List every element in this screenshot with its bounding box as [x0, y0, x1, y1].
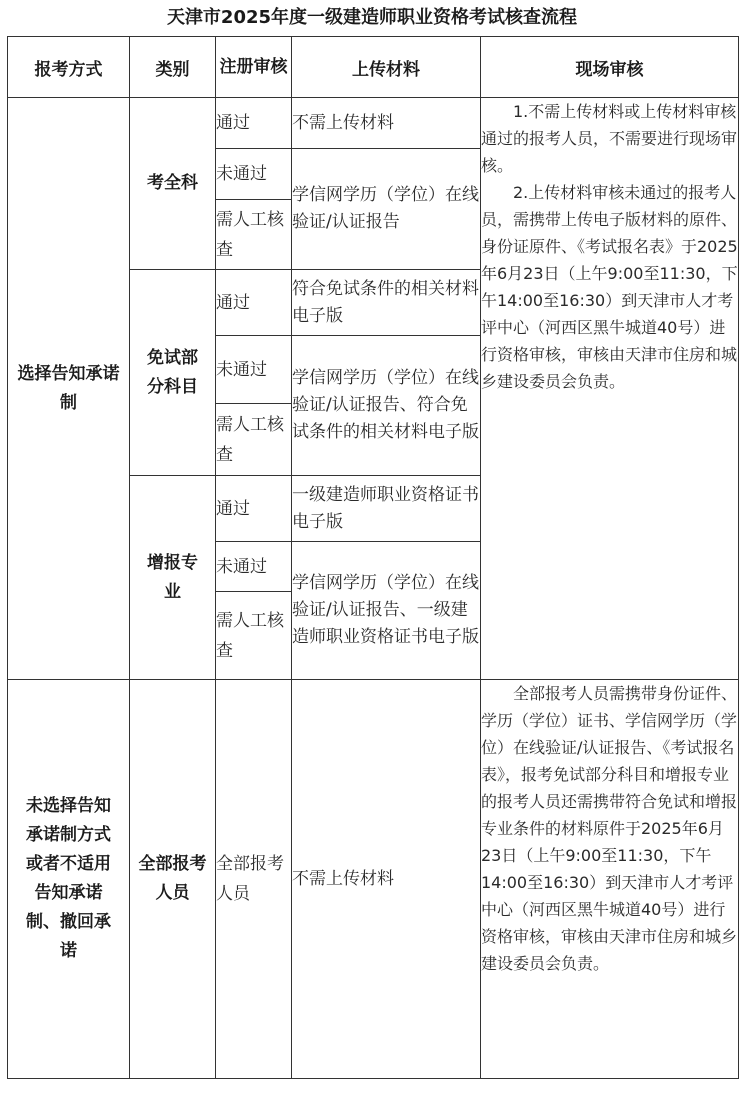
review-result: 通过 — [216, 98, 292, 149]
review-result: 需人工核查 — [216, 404, 292, 476]
review-result: 通过 — [216, 476, 292, 542]
upload-material: 学信网学历（学位）在线验证/认证报告、符合免试条件的相关材料电子版 — [292, 336, 481, 476]
header-category: 类别 — [130, 37, 216, 98]
header-upload: 上传材料 — [292, 37, 481, 98]
page-title: 天津市2025年度一级建造师职业资格考试核查流程 — [166, 7, 578, 28]
review-result: 通过 — [216, 270, 292, 336]
category-cell-exempt: 免试部分科目 — [130, 270, 216, 476]
method-cell-commitment: 选择告知承诺制 — [8, 98, 130, 680]
onsite-review-cell-2 — [481, 680, 739, 1079]
upload-material: 学信网学历（学位）在线验证/认证报告、一级建造师职业资格证书电子版 — [292, 542, 481, 680]
table-row — [8, 680, 739, 1079]
table-row — [8, 98, 739, 149]
review-result: 全部报考人员 — [216, 680, 292, 1079]
method-cell-non-commitment: 未选择告知承诺制方式或者不适用告知承诺制、撤回承诺 — [8, 680, 130, 1079]
onsite-paragraph: 1.不需上传材料或上传材料审核通过的报考人员，不需要进行现场审核。 — [481, 102, 738, 175]
header-row — [8, 37, 739, 98]
onsite-paragraph: 全部报考人员需携带身份证件、学历（学位）证书、学信网学历（学位）在线验证/认证报告、《考试报名表》，报考免试部分科目和增报专业的报考人员还需携带符合免试和增报专业条件的材料原件于2025年6月23日（上午9:00至11:30，下午14:00至16:30）到天津市人才考评中心（河西区黑牛城道40号）进行资格审核，审核由天津市住房和城乡建设委员会负责。 — [481, 684, 738, 973]
review-result: 未通过 — [216, 149, 292, 200]
review-result: 未通过 — [216, 542, 292, 592]
upload-material: 一级建造师职业资格证书电子版 — [292, 476, 481, 542]
review-flow-table — [7, 36, 739, 1079]
category-cell-full: 考全科 — [130, 98, 216, 270]
upload-material: 不需上传材料 — [292, 98, 481, 149]
onsite-paragraph: 2.上传材料审核未通过的报考人员，需携带上传电子版材料的原件、身份证原件、《考试报名表》于2025年6月23日（上午9:00至11:30，下午14:00至16:30）到天津市人才考评中心（河西区黑牛城道40号）进行资格审核，审核由天津市住房和城乡建设委员会负责。 — [481, 183, 738, 391]
upload-material: 学信网学历（学位）在线验证/认证报告 — [292, 149, 481, 270]
header-method: 报考方式 — [8, 37, 130, 98]
header-onsite: 现场审核 — [481, 37, 739, 98]
upload-material: 符合免试条件的相关材料电子版 — [292, 270, 481, 336]
category-cell-all: 全部报考人员 — [130, 680, 216, 1079]
review-result: 需人工核查 — [216, 200, 292, 270]
header-reg-review: 注册审核 — [216, 37, 292, 98]
category-cell-add-major: 增报专业 — [130, 476, 216, 680]
onsite-review-cell-1 — [481, 98, 739, 680]
upload-material: 不需上传材料 — [292, 680, 481, 1079]
review-result: 未通过 — [216, 336, 292, 404]
review-result: 需人工核查 — [216, 592, 292, 680]
